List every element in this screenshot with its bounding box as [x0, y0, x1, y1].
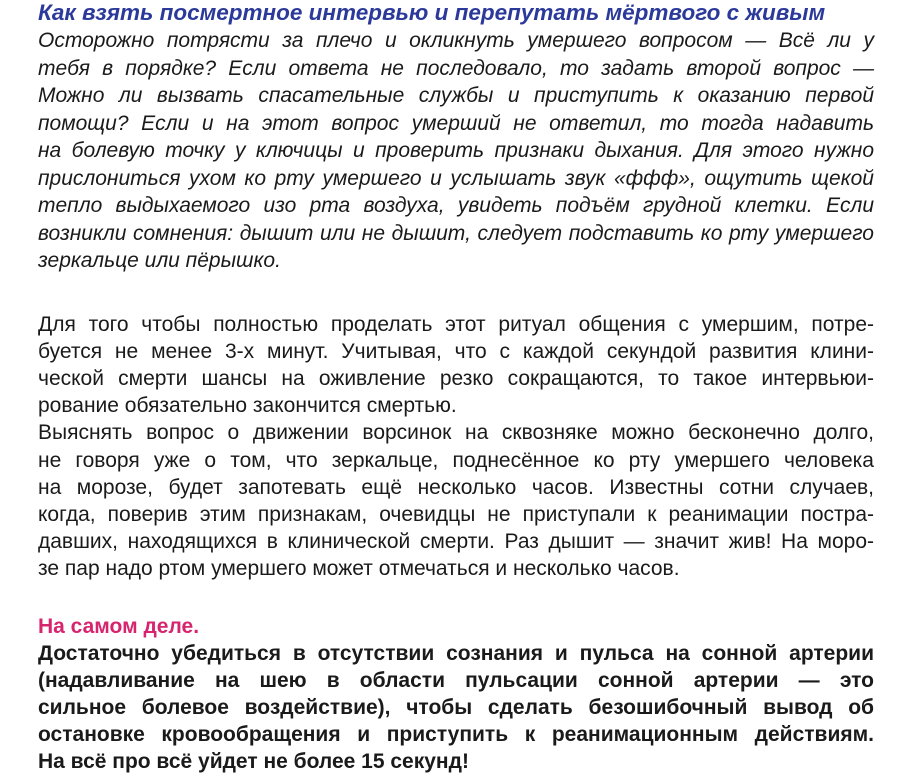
intro-paragraph [38, 27, 874, 275]
body-line: Для того чтобы полностью проделать этот ритуал общения с умершим, потре- [38, 312, 874, 336]
body-line: ческой смерти шансы на оживление резко сокращаются, то такое интервьюи- [38, 366, 874, 390]
body-line: давших, находящихся в клинической смерти. Раз дышит — значит жив! На моро- [38, 530, 874, 554]
intro-line: прислониться ухом ко рту умершего и услышать звук «ффф», ощутить щекой [38, 166, 874, 190]
body-line: рование обязательно закончится смертью. [38, 394, 457, 418]
body-paragraph-1 [38, 311, 874, 420]
intro-line: помощи? Если и на этот вопрос умерший не ответил, то тогда надавить [38, 111, 874, 135]
intro-line: тепло выдыхаемого изо рта воздуха, увидеть подъём грудной клетки. Если [38, 194, 874, 217]
intro-line: возникли сомнения: дышит или не дышит, следует подставить ко рту умершего [38, 221, 874, 245]
intro-line: Можно ли вызвать спасательные службы и приступить к оказанию первой [38, 84, 874, 107]
intro-line: Осторожно потрясти за плечо и окликнуть умершего вопросом — Всё ли у [38, 29, 874, 52]
intro-line: тебя в порядке? Если ответа не последовало, то задать второй вопрос — [38, 56, 874, 80]
body-line: зе пар надо ртом умершего может отмечаться и несколько часов. [38, 557, 680, 581]
verdict-line: На всё про всё уйдет не более 15 секунд! [38, 750, 469, 774]
document-page [38, 0, 874, 776]
verdict-line: (надавливание на шею в области пульсации сонной артерии — это [38, 668, 874, 692]
intro-line: зеркальце или пёрышко. [38, 249, 281, 272]
verdict-line: остановке кровообращения и приступить к реанимационным действиям. [38, 723, 874, 747]
spacer [38, 583, 874, 613]
body-line: не говоря уже о том, что зеркальце, поднесённое ко рту умершего человека [38, 448, 874, 472]
verdict-line: сильное болевое воздействие), чтобы сделать безошибочный вывод об [38, 695, 874, 719]
intro-line: на болевую точку у ключицы и проверить признаки дыхания. Для этого нужно [38, 139, 874, 162]
verdict-line: Достаточно убедиться в отсутствии сознания и пульса на сонной артерии [38, 641, 874, 665]
body-line: Выяснять вопрос о движении ворсинок на сквозняке можно бесконечно долго, [38, 421, 874, 445]
body-line: когда, поверив этим признакам, очевидцы не приступали к реанимации постра- [38, 502, 874, 526]
body-line: на морозе, будет запотевать ещё несколько часов. Известны сотни случаев, [38, 475, 874, 499]
body-line: буется не менее 3-х минут. Учитывая, что с каждой секундой развития клини- [38, 339, 874, 363]
page-title: Как взять посмертное интервью и перепутать мёртвого с живым [38, 0, 826, 25]
verdict-heading: На самом деле. [38, 614, 200, 638]
spacer [38, 275, 874, 311]
verdict-paragraph [38, 640, 874, 776]
body-paragraph-2 [38, 419, 874, 582]
